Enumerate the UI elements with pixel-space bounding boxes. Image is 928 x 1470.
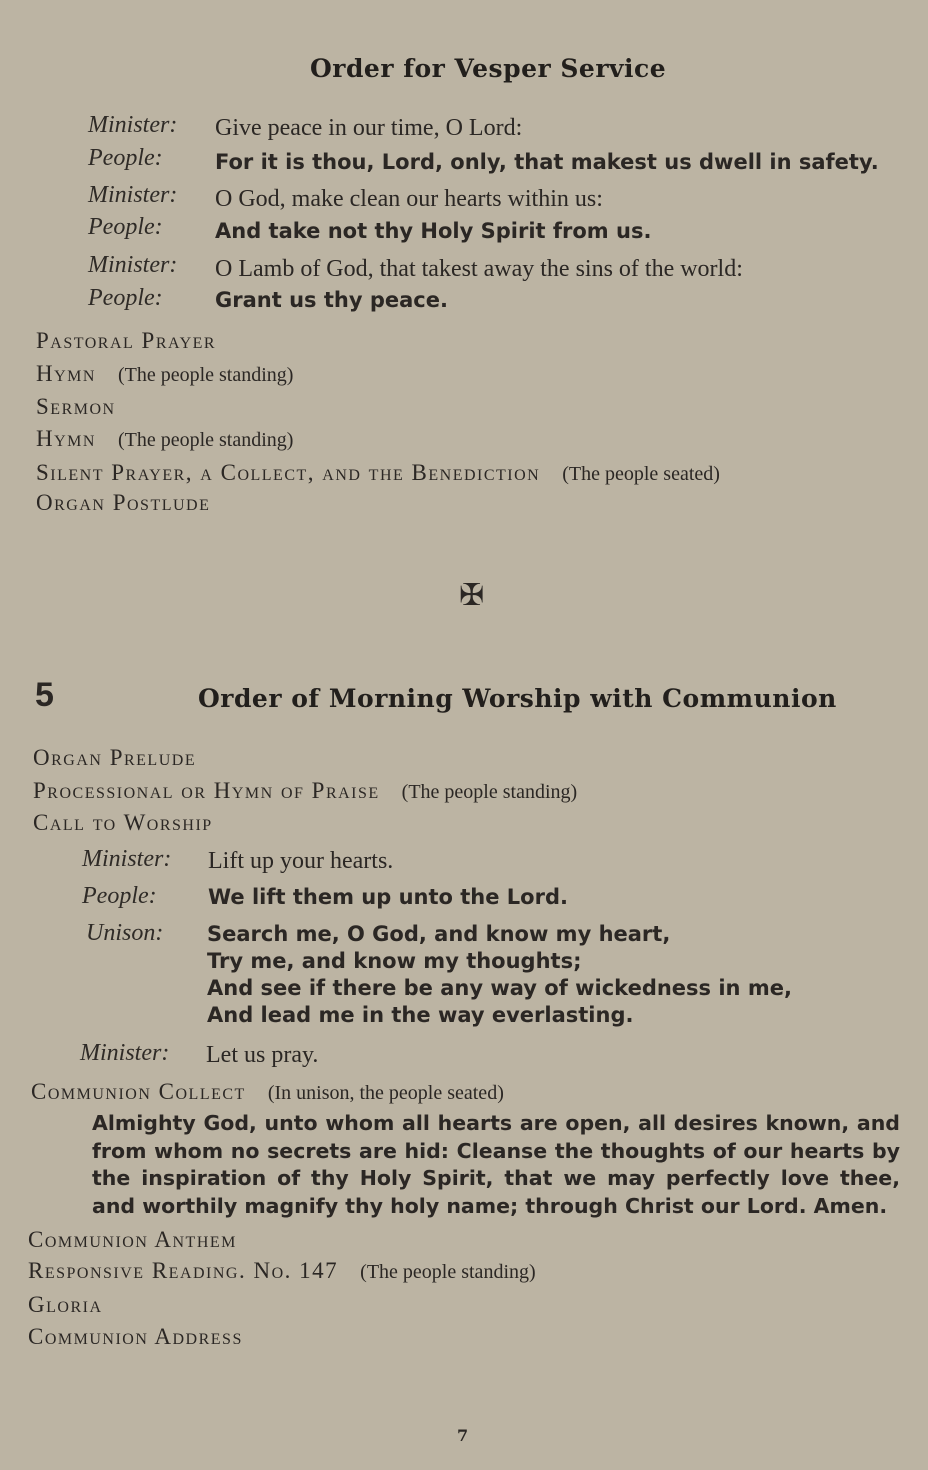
- rubric-note: (In unison, the people seated): [267, 1082, 504, 1104]
- response-text: Give peace in our time, O Lord:: [215, 115, 523, 141]
- morning-title: Order of Morning Worship with Communion: [198, 684, 837, 713]
- communion-collect-text: Almighty God, unto whom all hearts are open, all desires known, and from whom no secrets are hid: Cleanse the thoughts of our hearts by the inspiration of thy Holy Spirit, that we may perfectly love thee, and worthily magnify thy holy name; through Christ our Lord. Amen.: [92, 1111, 900, 1218]
- response-text: Lift up your hearts.: [208, 848, 394, 874]
- rubric-label: Hymn: [36, 426, 96, 451]
- rubric-label: Pastoral Prayer: [36, 328, 217, 353]
- rubric-benediction: [36, 460, 720, 486]
- rubric-label: Organ Postlude: [36, 490, 211, 515]
- rubric-communion-anthem: [28, 1227, 237, 1253]
- rubric-organ-postlude: [36, 490, 210, 516]
- response-text: We lift them up unto the Lord.: [208, 885, 568, 909]
- rubric-hymn: [36, 361, 293, 387]
- section-number: 5: [35, 676, 54, 714]
- rubric-note: (The people standing): [117, 429, 294, 451]
- rubric-label: Sermon: [36, 394, 116, 419]
- speaker-label: Minister:: [82, 846, 172, 872]
- response-text: O Lamb of God, that takest away the sins of the world:: [215, 256, 743, 282]
- rubric-label: Communion Collect: [31, 1079, 246, 1104]
- rubric-note: (The people standing): [117, 364, 294, 386]
- speaker-label: People:: [88, 145, 163, 171]
- rubric-note: (The people standing): [360, 1261, 536, 1283]
- rubric-note: (The people standing): [401, 781, 578, 803]
- unison-line: And see if there be any way of wickedness in me,: [207, 976, 792, 1000]
- rubric-label: Silent Prayer, a Collect, and the Benediction: [36, 460, 541, 485]
- rubric-label: Communion Anthem: [28, 1227, 237, 1252]
- rubric-pastoral-prayer: [36, 328, 216, 354]
- rubric-label: Communion Address: [28, 1324, 243, 1349]
- speaker-label: Unison:: [86, 920, 164, 946]
- unison-line: And lead me in the way everlasting.: [207, 1003, 634, 1027]
- unison-line: Search me, O God, and know my heart,: [207, 922, 671, 946]
- rubric-communion-collect: [31, 1079, 504, 1105]
- rubric-label: Organ Prelude: [33, 745, 197, 770]
- speaker-label: People:: [88, 285, 163, 311]
- rubric-label: Hymn: [36, 361, 96, 386]
- unison-prayer: [207, 921, 792, 1029]
- speaker-label: Minister:: [88, 182, 178, 208]
- response-text: O God, make clean our hearts within us:: [215, 186, 603, 212]
- speaker-label: People:: [82, 883, 157, 909]
- rubric-label: Call to Worship: [33, 810, 213, 835]
- vesper-title: Order for Vesper Service: [310, 54, 667, 83]
- speaker-label: Minister:: [88, 252, 178, 278]
- speaker-label: Minister:: [80, 1040, 170, 1066]
- speaker-label: People:: [88, 214, 163, 240]
- rubric-gloria: [28, 1292, 103, 1318]
- rubric-label: Processional or Hymn of Praise: [33, 778, 380, 803]
- rubric-sermon: [36, 394, 116, 420]
- response-text: For it is thou, Lord, only, that makest us dwell in safety.: [215, 150, 879, 174]
- response-text: Grant us thy peace.: [215, 288, 448, 312]
- rubric-hymn: [36, 426, 293, 452]
- rubric-processional: [33, 778, 577, 804]
- rubric-responsive-reading: [28, 1258, 536, 1284]
- rubric-call-to-worship: [33, 810, 213, 836]
- response-text: And take not thy Holy Spirit from us.: [215, 219, 652, 243]
- cross-ornament-icon: ✠: [459, 578, 485, 613]
- page-number: 7: [457, 1426, 469, 1445]
- response-text: Let us pray.: [206, 1042, 319, 1068]
- rubric-communion-address: [28, 1324, 243, 1350]
- unison-line: Try me, and know my thoughts;: [207, 949, 582, 973]
- rubric-note: (The people seated): [562, 463, 720, 485]
- speaker-label: Minister:: [88, 112, 178, 138]
- rubric-organ-prelude: [33, 745, 196, 771]
- rubric-label: Responsive Reading. No. 147: [28, 1258, 339, 1283]
- rubric-label: Gloria: [28, 1292, 103, 1317]
